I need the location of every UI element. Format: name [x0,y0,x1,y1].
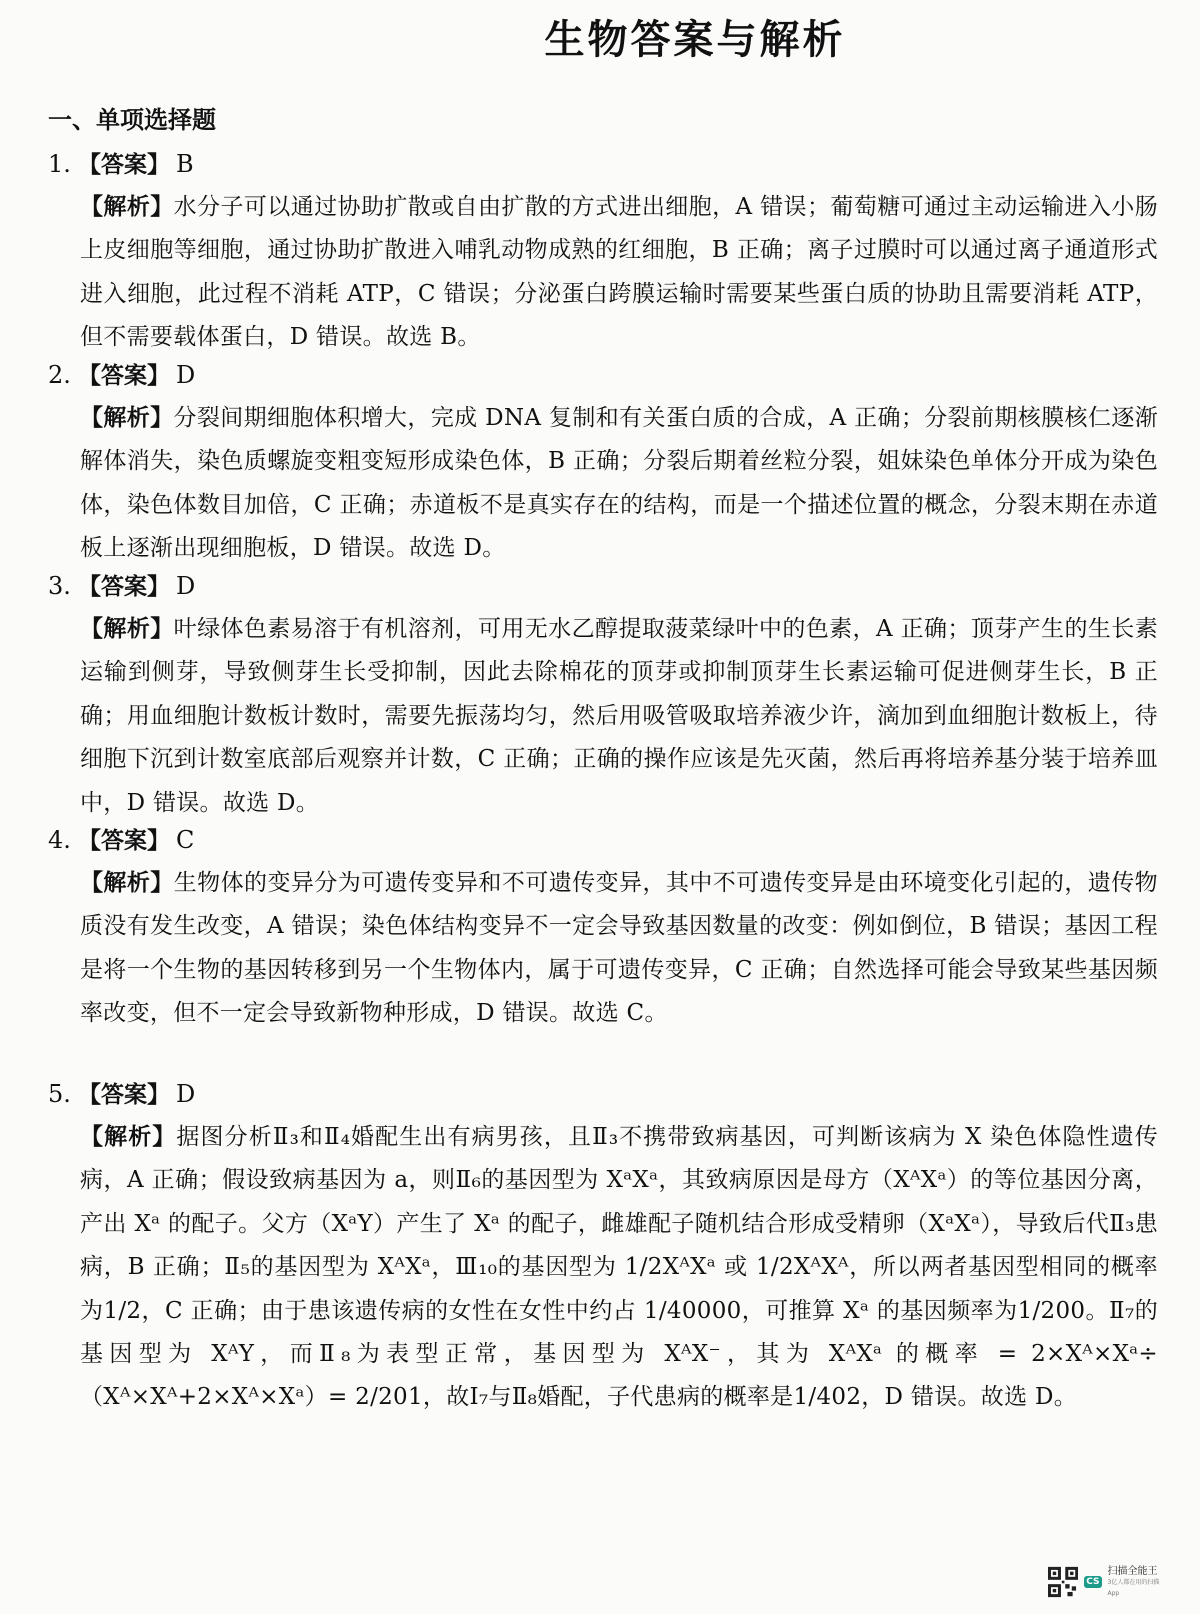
question-3 [48,564,1158,825]
analysis-tag: 【解析】 [80,1124,177,1150]
analysis-tag: 【解析】 [80,870,174,896]
question-number: 1. [48,150,71,178]
analysis-block [48,186,1158,360]
analysis-block [48,862,1158,1036]
answer-value: D [176,572,196,600]
scanner-tagline: 3亿人都在用的扫描App [1107,1578,1160,1597]
section-heading: 一、单项选择题 [48,106,216,134]
analysis-block [48,608,1158,825]
answer-tag: 【答案】 [78,1082,170,1108]
analysis-text: 生物体的变异分为可遗传变异和不可遗传变异，其中不可遗传变异是由环境变化引起的，遗传物质没有发生改变，A 错误；染色体结构变异不一定会导致基因数量的改变：例如倒位，B 错误；基因工程是将一个生物的基因转移到另一个生物体内，属于可遗传变异，C 正确；自然选择可能会导致某些基因频率改变，但不一定会导致新物种形成，D 错误。故选 C。 [80,870,1158,1027]
analysis-block [48,397,1158,571]
answer-value: D [176,361,196,389]
qr-code-icon [1048,1565,1078,1599]
answer-line [48,142,1158,186]
scanner-badge-icon: CS [1086,1577,1100,1587]
page-title: 生物答案与解析 [544,17,846,63]
answer-value: C [176,826,195,854]
answer-tag: 【答案】 [78,363,170,389]
question-1 [48,142,1158,360]
scanner-watermark [1048,1562,1164,1602]
question-number: 4. [48,826,71,854]
analysis-tag: 【解析】 [80,405,174,431]
scanner-app-name: 扫描全能王 [1107,1565,1158,1577]
question-5 [48,1072,1158,1420]
analysis-text: 叶绿体色素易溶于有机溶剂，可用无水乙醇提取菠菜绿叶中的色素，A 正确；顶芽产生的生长素运输到侧芽，导致侧芽生长受抑制，因此去除棉花的顶芽或抑制顶芽生长素运输可促进侧芽生长，B 正确；用血细胞计数板计数时，需要先振荡均匀，然后用吸管吸取培养液少许，滴加到血细胞计数板上，待细胞下沉到计数室底部后观察并计数，C 正确；正确的操作应该是先灭菌，然后再将培养基分装于培养皿中，D 错误。故选 D。 [80,616,1159,816]
answer-tag: 【答案】 [78,828,170,854]
analysis-block [48,1116,1158,1420]
question-2 [48,353,1158,571]
answer-tag: 【答案】 [78,574,170,600]
answer-line [48,818,1158,862]
answer-tag: 【答案】 [78,152,170,178]
analysis-text: 分裂间期细胞体积增大，完成 DNA 复制和有关蛋白质的合成，A 正确；分裂前期核膜核仁逐渐解体消失，染色质螺旋变粗变短形成染色体，B 正确；分裂后期着丝粒分裂，姐妹染色单体分开成为染色体，染色体数目加倍，C 正确；赤道板不是真实存在的结构，而是一个描述位置的概念，分裂末期在赤道板上逐渐出现细胞板，D 错误。故选 D。 [80,405,1159,562]
answer-value: B [176,150,194,178]
question-number: 2. [48,361,71,389]
question-number: 3. [48,572,71,600]
analysis-tag: 【解析】 [80,616,174,642]
answer-line [48,1072,1158,1116]
scanner-text [1108,1566,1165,1599]
answer-value: D [176,1080,196,1108]
question-number: 5. [48,1080,71,1108]
analysis-text: 水分子可以通过协助扩散或自由扩散的方式进出细胞，A 错误；葡萄糖可通过主动运输进入小肠上皮细胞等细胞，通过协助扩散进入哺乳动物成熟的红细胞，B 正确；离子过膜时可以通过离子通道形式进入细胞，此过程不消耗 ATP，C 错误；分泌蛋白跨膜运输时需要某些蛋白质的协助且需要消耗 ATP，但不需要载体蛋白，D 错误。故选 B。 [80,194,1159,351]
question-4 [48,818,1158,1036]
answer-line [48,353,1158,397]
analysis-text: 据图分析Ⅱ₃和Ⅱ₄婚配生出有病男孩，且Ⅱ₃不携带致病基因，可判断该病为 X 染色体隐性遗传病，A 正确；假设致病基因为 a，则Ⅱ₆的基因型为 XᵃXᵃ，其致病原因是母方（XᴬXᵃ）的等位基因分离，产出 Xᵃ 的配子。父方（XᵃY）产生了 Xᵃ 的配子，雌雄配子随机结合形成受精卵（XᵃXᵃ），导致后代Ⅱ₃患病，B 正确；Ⅱ₅的基因型为 XᴬXᵃ，Ⅲ₁₀的基因型为 1/2XᴬXᵃ 或 1/2XᴬXᴬ，所以两者基因型相同的概率为1/2，C 正确；由于患该遗传病的女性在女性中约占 1/40000，可推算 Xᵃ 的基因频率为1/200。Ⅱ₇的基因型为 XᴬY，而Ⅱ₈为表型正常，基因型为 XᴬX⁻，其为 XᴬXᵃ 的概率 = 2×Xᴬ×Xᵃ÷（Xᴬ×Xᴬ+2×Xᴬ×Xᵃ）= 2/201，故Ⅰ₇与Ⅱ₈婚配，子代患病的概率是1/402，D 错误。故选 D。 [80,1124,1158,1411]
answer-line [48,564,1158,608]
analysis-tag: 【解析】 [80,194,174,220]
